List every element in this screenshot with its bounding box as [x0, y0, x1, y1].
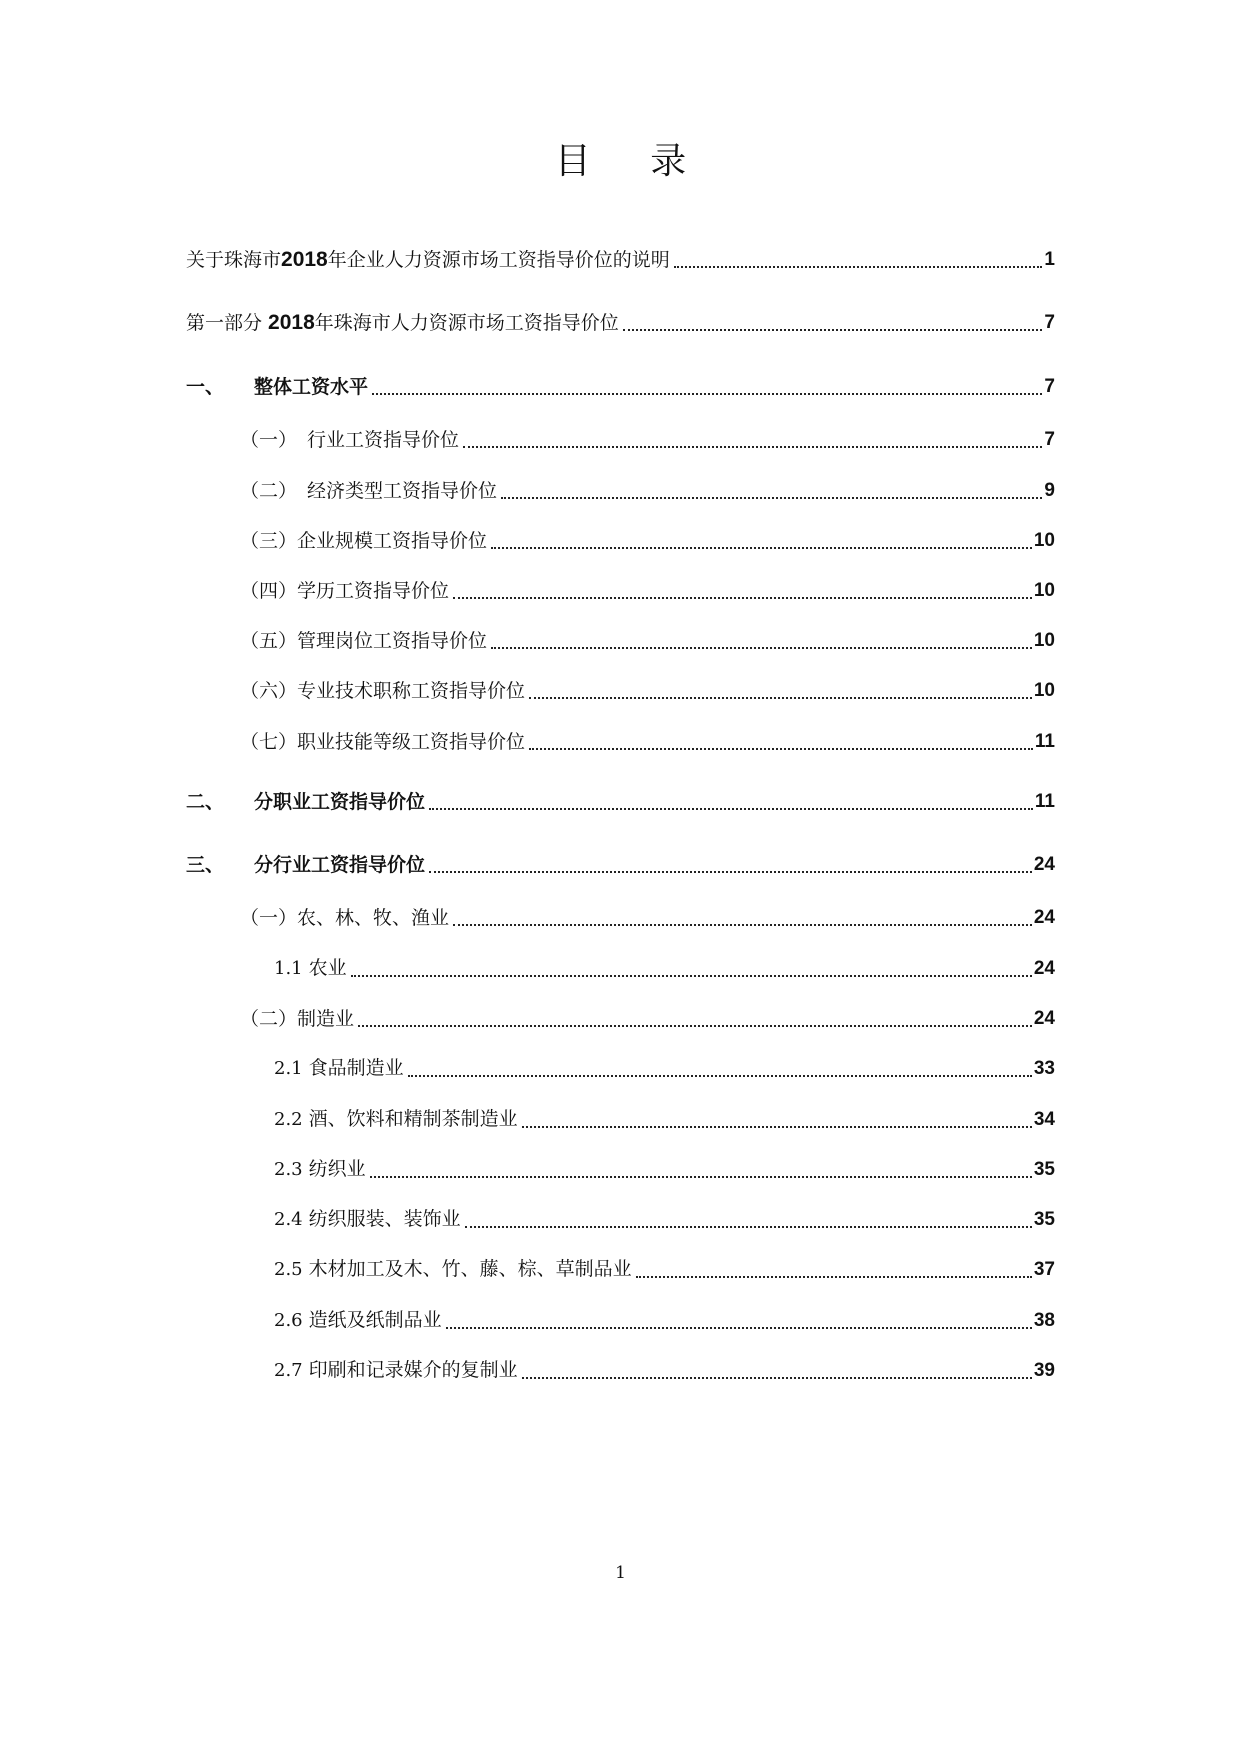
- dot-leader: [501, 497, 1042, 499]
- toc-entry-1-6[interactable]: [240, 676, 1055, 706]
- dot-leader: [429, 808, 1033, 810]
- dot-leader: [623, 329, 1043, 331]
- toc-entry-3-2-5[interactable]: [274, 1255, 1055, 1285]
- toc-entry-3-2-7[interactable]: [274, 1356, 1055, 1386]
- dot-leader: [358, 1025, 1032, 1027]
- toc-entry-1-7[interactable]: [240, 727, 1055, 757]
- dot-leader: [491, 647, 1032, 649]
- toc-entry-page: 35: [1033, 1209, 1055, 1230]
- toc-entry-label: 二、 分职业工资指导价位: [186, 791, 426, 813]
- toc-entry-page: 24: [1033, 958, 1055, 979]
- dot-leader: [636, 1276, 1032, 1278]
- toc-entry-page: 33: [1033, 1058, 1055, 1079]
- toc-entry-label: 1.1 农业: [274, 957, 347, 979]
- toc-entry-3-2[interactable]: [240, 1004, 1055, 1034]
- dot-leader: [529, 697, 1032, 699]
- toc-entry-page: 10: [1033, 680, 1055, 701]
- toc-entry-label: 一、 整体工资水平: [186, 376, 369, 398]
- toc-entry-1-5[interactable]: [240, 626, 1055, 656]
- toc-entry-page: 35: [1033, 1159, 1055, 1180]
- toc-entry-page: 34: [1033, 1109, 1055, 1130]
- toc-entry-label: （四）学历工资指导价位: [240, 580, 450, 602]
- toc-entry-page: 24: [1033, 854, 1055, 875]
- dot-leader: [522, 1126, 1032, 1128]
- toc-entry-label: （七）职业技能等级工资指导价位: [240, 731, 526, 753]
- toc-entry-page: 10: [1033, 630, 1055, 651]
- toc-entry-1-3[interactable]: [240, 526, 1055, 556]
- toc-entry-page: 38: [1033, 1310, 1055, 1331]
- toc-entry-section-1[interactable]: [186, 372, 1055, 402]
- toc-entry-section-2[interactable]: [186, 787, 1055, 817]
- dot-leader: [372, 393, 1042, 395]
- toc-entry-label: 2.5 木材加工及木、竹、藤、棕、草制品业: [274, 1258, 632, 1280]
- dot-leader: [491, 547, 1032, 549]
- toc-entry-page: 7: [1044, 312, 1055, 333]
- toc-entry-label: （一）农、林、牧、渔业: [240, 907, 450, 929]
- toc-entry-label: 2.2 酒、饮料和精制茶制造业: [274, 1108, 518, 1130]
- toc-entry-label: （五）管理岗位工资指导价位: [240, 630, 488, 652]
- dot-leader: [408, 1075, 1032, 1077]
- dot-leader: [351, 975, 1032, 977]
- toc-entry-page: 11: [1034, 731, 1055, 752]
- toc-entry-label: 2.6 造纸及纸制品业: [274, 1309, 442, 1331]
- toc-entry-1-1[interactable]: [240, 425, 1055, 455]
- dot-leader: [529, 748, 1033, 750]
- toc-entry-3-2-1[interactable]: [274, 1054, 1055, 1084]
- toc-entry-3-2-3[interactable]: [274, 1155, 1055, 1185]
- dot-leader: [370, 1176, 1032, 1178]
- toc-entry-label: 关于珠海市2018年企业人力资源市场工资指导价位的说明: [186, 248, 670, 271]
- toc-entry-page: 9: [1044, 480, 1055, 501]
- dot-leader: [446, 1327, 1032, 1329]
- dot-leader: [465, 1226, 1032, 1228]
- toc-entry-label: 第一部分 2018年珠海市人力资源市场工资指导价位: [186, 311, 619, 334]
- toc-entry-3-2-2[interactable]: [274, 1105, 1055, 1135]
- toc-entry-label: （二）制造业: [240, 1008, 355, 1030]
- toc-entry-1-4[interactable]: [240, 576, 1055, 606]
- toc-entry-section-3[interactable]: [186, 850, 1055, 880]
- toc-entry-page: 24: [1033, 1008, 1055, 1029]
- toc-entry-label: （三）企业规模工资指导价位: [240, 530, 488, 552]
- toc-entry-label: 三、 分行业工资指导价位: [186, 854, 426, 876]
- dot-leader: [522, 1377, 1032, 1379]
- toc-entry-page: 10: [1033, 580, 1055, 601]
- toc-entry-page: 7: [1044, 429, 1055, 450]
- dot-leader: [429, 871, 1032, 873]
- page-title: 目 录: [554, 141, 711, 182]
- page-number: 1: [615, 1563, 626, 1583]
- dot-leader: [463, 446, 1042, 448]
- toc-entry-intro[interactable]: [186, 245, 1055, 275]
- toc-entry-label: 2.1 食品制造业: [274, 1057, 404, 1079]
- toc-entry-label: 2.4 纺织服装、装饰业: [274, 1208, 461, 1230]
- toc-entry-3-1[interactable]: [240, 903, 1055, 933]
- toc-entry-page: 37: [1033, 1259, 1055, 1280]
- toc-entry-label: 2.3 纺织业: [274, 1158, 366, 1180]
- toc-entry-part-one[interactable]: [186, 308, 1055, 338]
- toc-entry-3-2-6[interactable]: [274, 1306, 1055, 1336]
- toc-entry-page: 11: [1034, 791, 1055, 812]
- toc-entry-label: 2.7 印刷和记录媒介的复制业: [274, 1359, 518, 1381]
- toc-entry-page: 24: [1033, 907, 1055, 928]
- toc-entry-3-2-4[interactable]: [274, 1205, 1055, 1235]
- toc-entry-page: 10: [1033, 530, 1055, 551]
- dot-leader: [453, 597, 1032, 599]
- toc-entry-label: （六）专业技术职称工资指导价位: [240, 680, 526, 702]
- dot-leader: [453, 924, 1032, 926]
- toc-entry-label: （一） 行业工资指导价位: [240, 429, 460, 451]
- toc-entry-1-2[interactable]: [240, 476, 1055, 506]
- toc-entry-label: （二） 经济类型工资指导价位: [240, 480, 498, 502]
- dot-leader: [674, 266, 1043, 268]
- toc-entry-3-1-1[interactable]: [274, 954, 1055, 984]
- toc-entry-page: 39: [1033, 1360, 1055, 1381]
- toc-entry-page: 1: [1044, 249, 1055, 270]
- toc-entry-page: 7: [1044, 376, 1055, 397]
